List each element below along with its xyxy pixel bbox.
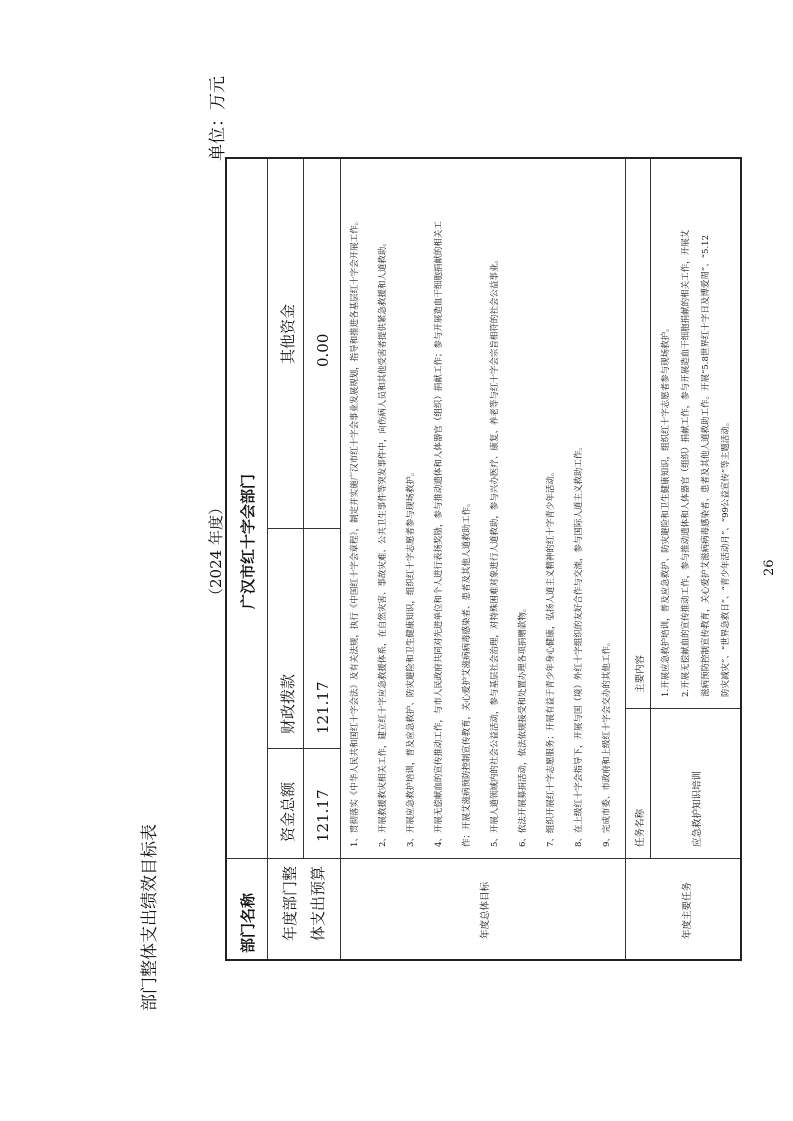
page-number: 26 (762, 559, 777, 576)
annual-tasks-label: 年度主要任务 (682, 881, 693, 939)
col-divider (625, 708, 740, 709)
other-funds-label: 其他资金 (279, 303, 297, 364)
goal-line: 7、组织开展红十字志愿服务；开展有益于青少年身心健康，弘扬人道主义精神的红十字青少年活动。 (546, 467, 556, 847)
task-content-header: 主要内容 (635, 654, 646, 693)
fiscal-funds-value: 121.17 (314, 681, 332, 734)
row-divider (340, 159, 341, 959)
budget-label-line1: 年度部门整 (281, 865, 299, 941)
task-content-line: 2.开展无偿献血的宣传推动工作，参与推动遗体和人体器官（组织）捐献工作，参与开展造血干细胞捐献的相关工作，开展艾 (681, 229, 691, 697)
unit-label: 单位：万元 (208, 76, 228, 161)
task-content-line: 防灾减灾”、“世界急救日”、“青少年活动月”、“99公益宣传”等主题活动。 (721, 417, 731, 697)
goal-line: 9、完成市委、市政府和上级红十字会交办的其他工作。 (602, 637, 612, 847)
year-label: （2024 年度） (207, 500, 225, 603)
row-divider (267, 159, 268, 959)
goal-line: 作；开展艾滋病预防控制宣传教育，关心爱护艾滋病病毒感染者、患者及其他人道救助工作。 (462, 498, 472, 847)
total-funds-value: 121.17 (314, 789, 332, 842)
task-name: 应急救护知识培训 (692, 770, 703, 847)
goal-line: 1、贯彻落实《中华人民共和国红十字会法》及有关法规，执行《中国红十字会章程》，制定并实施广汉市红十字会事业发展规划，指导和推进各基层红十字会开展工作。 (350, 216, 360, 847)
fiscal-funds-label: 财政拨款 (279, 673, 297, 734)
goal-line: 2、开展救援救灾相关工作，建立红十字应急救援体系，在自然灾害、事故灾难、公共卫生事件等突发事件中，向伤病人员和其他受害者提供紧急救援和人道救助。 (378, 238, 388, 847)
total-funds-label: 资金总额 (279, 781, 297, 842)
task-name-header: 任务名称 (635, 808, 646, 847)
task-content-line: 1.开展应急救护培训，普及应急救护、防灾避险和卫生健康知识，组织红十字志愿者参与现场救护。 (661, 323, 671, 697)
goal-line: 6、依法开展募捐活动，依法依规接受和处置办理各项捐赠款物。 (518, 603, 528, 847)
col-divider (267, 528, 340, 529)
task-content-line: 滋病预防控制宣传教育，关心爱护艾滋病病毒感染者、患者及其他人道救助工作。开展“5.8世界红十字日及博爱周”、“5.12 (701, 235, 711, 697)
dept-name-label: 部门名称 (239, 892, 257, 953)
row-divider (303, 159, 304, 859)
dept-name-value: 广汉市红十字会部门 (239, 473, 257, 609)
annual-goals-label: 年度总体目标 (480, 881, 491, 939)
other-funds-value: 0.00 (314, 333, 332, 367)
budget-label-line2: 体支出预算 (309, 865, 327, 941)
performance-table (225, 157, 742, 961)
goal-line: 3、开展应急救护培训，普及应急救护、防灾避险和卫生健康知识，组织红十字志愿者参与现场救护。 (406, 467, 416, 847)
col-divider (267, 748, 340, 749)
document-title: 部门整体支出绩效目标表 (140, 824, 160, 1011)
row-divider (625, 159, 626, 959)
goal-line: 8、在上级红十字会指导下，开展与国（境）外红十字组织的友好合作与交流，参与国际人道主义救助工作。 (574, 442, 584, 847)
row-divider (650, 159, 651, 859)
goal-line: 5、开展人道领域内的社会公益活动，参与基层社会治理，对特殊困难对象进行人道救助，参与兴办医疗、康复、养老等与红十字会宗旨相符的社会公益事业。 (490, 255, 500, 847)
goal-line: 4、开展无偿献血的宣传推动工作，与市人民政府共同对先进单位和个人进行表扬奖励，参与推动遗体和人体器官（组织）捐献工作；参与开展造血干细胞捐献的相关工 (434, 221, 444, 847)
col-divider (227, 858, 740, 859)
